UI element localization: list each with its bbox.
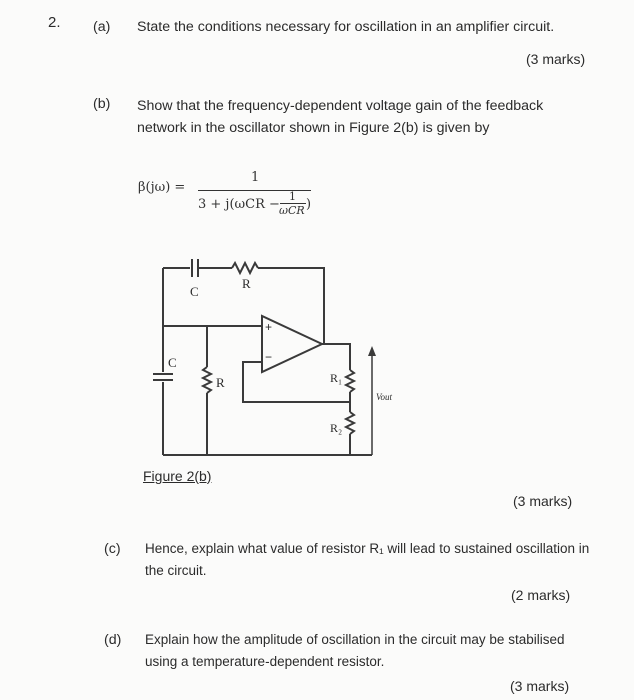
shunt-resistor [203,367,211,393]
part-c-label: (c) [104,541,121,557]
part-b-label: (b) [93,96,111,112]
label-r-series: R [242,276,251,291]
part-b-marks: (3 marks) [513,493,573,509]
label-r-shunt: R [216,375,225,390]
question-number: 2. [48,14,61,31]
part-c-text: Hence, explain what value of resistor R₁ will lead to sustained oscillation in the circuit. [145,541,590,578]
label-r1: R₁ [330,371,343,385]
part-d-text: Explain how the amplitude of oscillation in the circuit may be stabilised using a temperature-dependent resistor. [145,632,565,669]
formula-inner-numerator: 1 [289,190,296,203]
shunt-capacitor [153,374,173,380]
resistor-r2 [346,412,354,434]
label-plus: + [265,320,273,334]
part-c-marks: (2 marks) [511,587,571,603]
resistor-r1 [346,370,354,392]
part-a-label: (a) [93,19,111,35]
label-vout: Vout [376,392,393,402]
formula-close-paren: ) [306,197,312,212]
formula-numerator: 1 [251,170,260,185]
formula-denominator: 3 + j(ωCR − [198,197,280,212]
vout-arrow-icon [368,346,376,356]
series-capacitor [192,259,198,277]
figure-caption: Figure 2(b) [143,468,212,484]
series-resistor [232,263,258,273]
label-c-shunt: C [168,355,177,370]
formula-inner-denominator: ωCR [279,204,305,217]
part-a-marks: (3 marks) [526,51,586,67]
formula-lhs: β(jω) = [138,180,186,195]
part-d-marks: (3 marks) [510,678,570,694]
part-b-text: Show that the frequency-dependent voltage gain of the feedback network in the oscillator shown in Figure 2(b) is given by [137,98,544,136]
part-d-label: (d) [104,632,122,648]
label-c-series: C [190,284,199,299]
label-r2: R₂ [330,421,343,435]
part-a-text: State the conditions necessary for oscillation in an amplifier circuit. [137,19,555,35]
label-minus: − [265,350,273,364]
wire-output [322,344,350,370]
